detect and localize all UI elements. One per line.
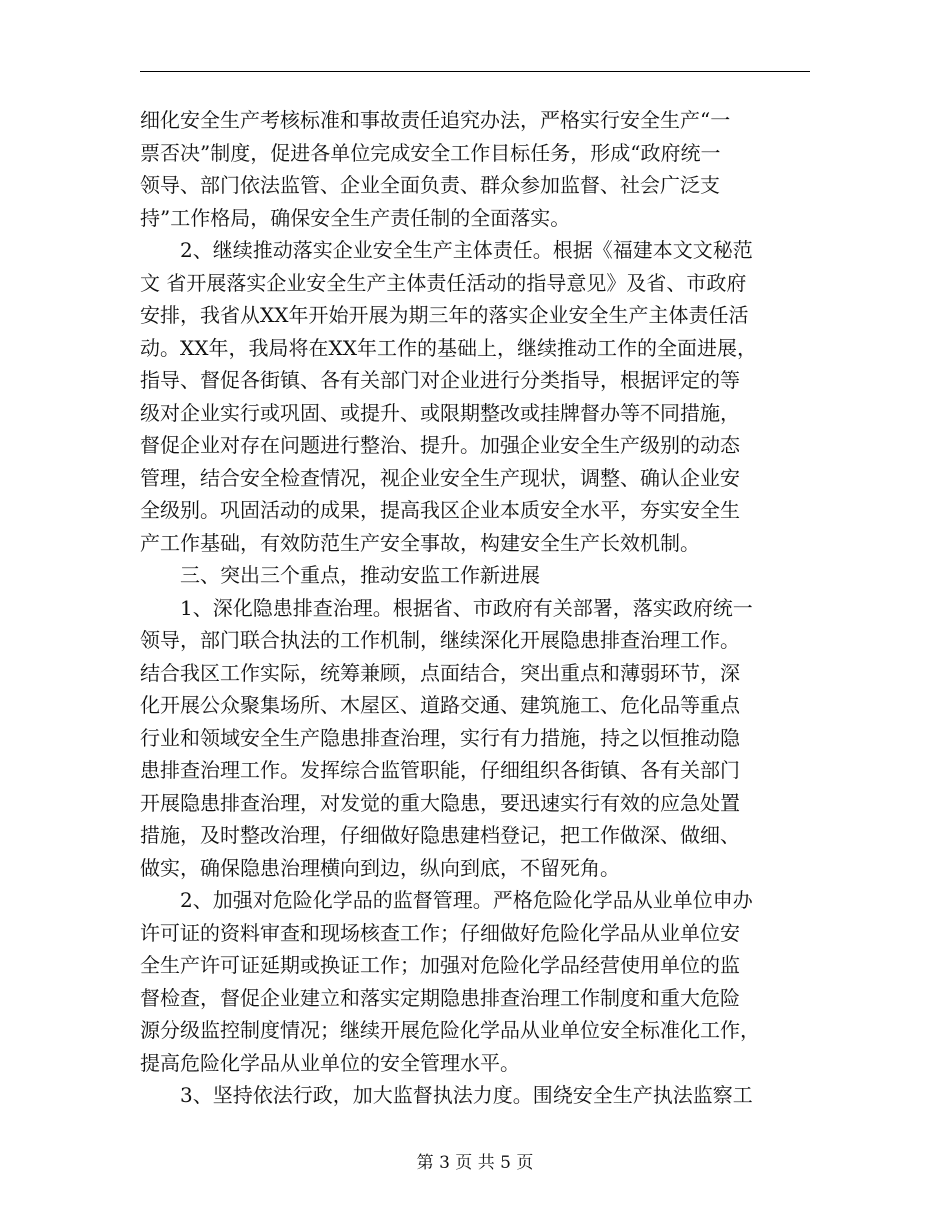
text-line: 产工作基础，有效防范生产安全事故，构建安全生产长效机制。 <box>140 530 700 555</box>
text-line: 细化安全生产考核标准和事故责任追究办法，严格实行安全生产“一 <box>140 108 731 132</box>
text-line: 结合我区工作实际，统筹兼顾，点面结合，突出重点和薄弱环节，深 <box>140 660 740 685</box>
text-line: 患排查治理工作。发挥综合监管职能，仔细组织各街镇、各有关部门 <box>140 758 740 782</box>
text-line: 领导，部门联合执法的工作机制，继续深化开展隐患排查治理工作。 <box>140 628 740 652</box>
text-line: 督促企业对存在问题进行整治、提升。加强企业安全生产级别的动态 <box>140 433 740 457</box>
section-heading: 三、突出三个重点，推动安监工作新进展 <box>140 563 540 587</box>
text-line: 3、坚持依法行政，加大监督执法力度。围绕安全生产执法监察工 <box>140 1083 753 1107</box>
text-line: 行业和领域安全生产隐患排查治理，实行有力措施，持之以恒推动隐 <box>140 725 740 750</box>
text-line: 安排，我省从XX年开始开展为期三年的落实企业安全生产主体责任活 <box>140 303 749 327</box>
text-line: 管理，结合安全检查情况，视企业安全生产现状，调整、确认企业安 <box>140 465 740 490</box>
text-line: 2、继续推动落实企业安全生产主体责任。根据《福建本文文秘范 <box>140 238 753 262</box>
text-line: 2、加强对危险化学品的监督管理。严格危险化学品从业单位申办 <box>140 888 753 912</box>
text-line: 措施，及时整改治理，仔细做好隐患建档登记，把工作做深、做细、 <box>140 823 740 847</box>
text-line: 指导、督促各街镇、各有关部门对企业进行分类指导，根据评定的等 <box>140 368 740 392</box>
text-line: 领导、部门依法监管、企业全面负责、群众参加监督、社会广泛支 <box>140 173 720 197</box>
text-line: 开展隐患排查治理，对发觉的重大隐患，要迅速实行有效的应急处置 <box>140 790 740 815</box>
body-text <box>140 104 812 1112</box>
text-line: 化开展公众聚集场所、木屋区、道路交通、建筑施工、危化品等重点 <box>140 693 740 717</box>
page-footer <box>0 1152 950 1174</box>
header-rule <box>140 71 810 72</box>
text-line: 源分级监控制度情况；继续开展危险化学品从业单位安全标准化工作， <box>140 1018 760 1042</box>
text-line: 级对企业实行或巩固、或提升、或限期整改或挂牌督办等不同措施， <box>140 400 740 425</box>
text-line: 做实，确保隐患治理横向到边，纵向到底，不留死角。 <box>140 855 620 880</box>
text-line: 提高危险化学品从业单位的安全管理水平。 <box>140 1050 520 1075</box>
text-line: 督检查，督促企业建立和落实定期隐患排查治理工作制度和重大危险 <box>140 985 740 1010</box>
text-line: 票否决”制度，促进各单位完成安全工作目标任务，形成“政府统一 <box>140 140 721 165</box>
text-line: 持”工作格局，确保安全生产责任制的全面落实。 <box>140 205 571 230</box>
text-line: 1、深化隐患排查治理。根据省、市政府有关部署，落实政府统一 <box>140 595 753 620</box>
page-number: 第 3 页 共 5 页 <box>416 1153 534 1173</box>
text-line: 动。XX年，我局将在XX年工作的基础上，继续推动工作的全面进展， <box>140 335 757 360</box>
text-line: 文 省开展落实企业安全生产主体责任活动的指导意见》及省、市政府 <box>140 270 747 295</box>
text-line: 全生产许可证延期或换证工作；加强对危险化学品经营使用单位的监 <box>140 953 740 977</box>
text-line: 许可证的资料审查和现场核查工作；仔细做好危险化学品从业单位安 <box>140 920 740 945</box>
text-line: 全级别。巩固活动的成果，提高我区企业本质安全水平，夯实安全生 <box>140 498 740 522</box>
